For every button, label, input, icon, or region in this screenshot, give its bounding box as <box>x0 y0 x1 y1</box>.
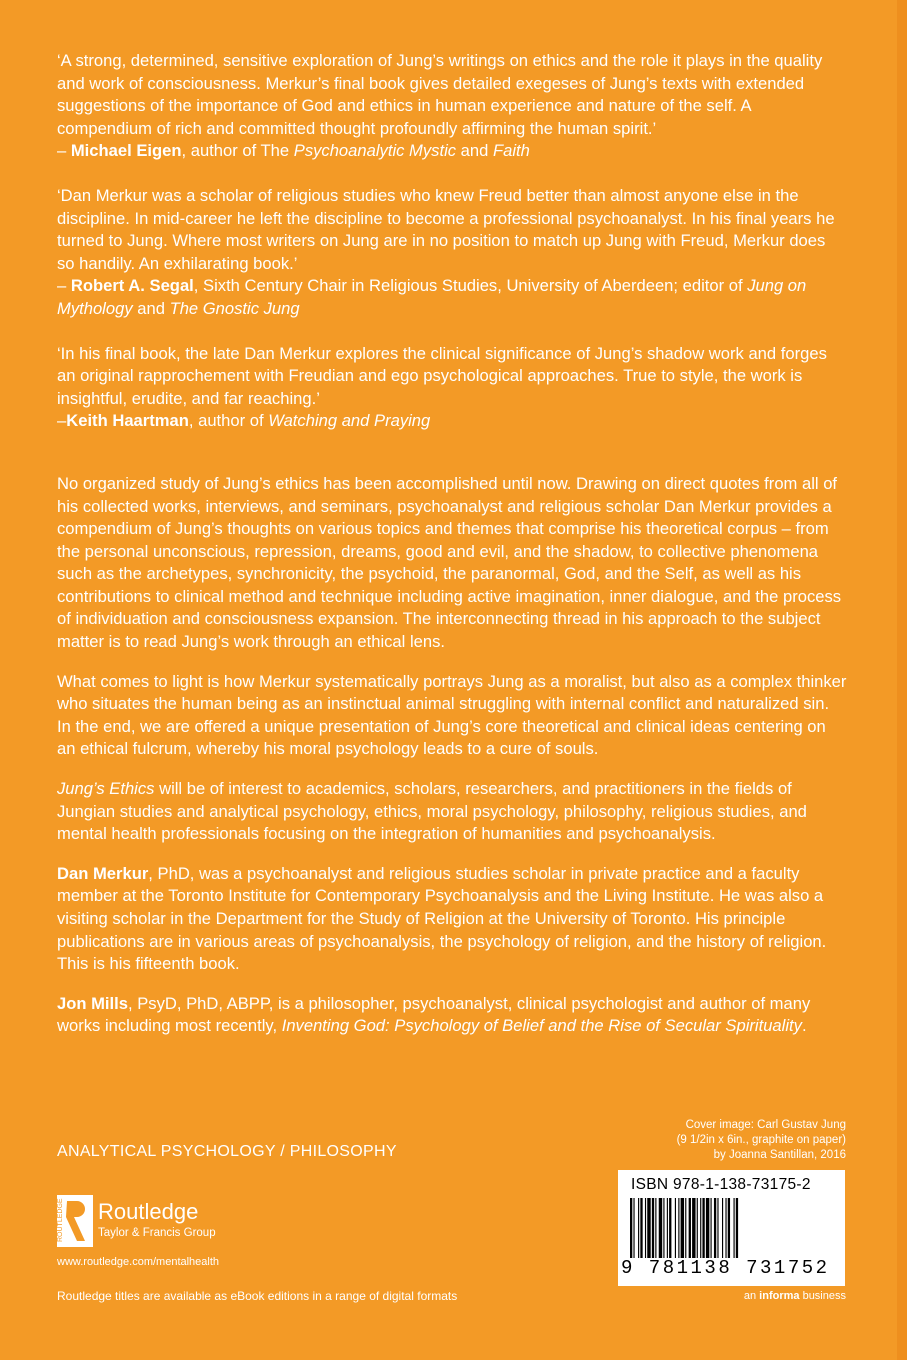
informa-post: business <box>799 1290 846 1302</box>
barcode-bar <box>728 1198 730 1258</box>
endorser-book-title: The Gnostic Jung <box>169 298 300 318</box>
author-bio-1 <box>57 863 847 976</box>
ebook-notice: Routledge titles are available as eBook editions in a range of digital formats <box>57 1289 458 1303</box>
quote-body: ‘A strong, determined, sensitive exploration of Jung’s writings on ethics and the role it plays in the quality and work of consciousness. Merkur’s final book gives detailed exegeses of Jung’s texts with extended suggestions of the importance of God and ethics in human experience and nature of the self. A compendium of rich and committed thought profoundly affirming the human spirit.’ <box>57 51 823 138</box>
publisher-logo-text <box>98 1199 216 1239</box>
logo-vertical-text: ROUTLEDGE <box>57 1198 64 1242</box>
endorser-book-title: Jung on Mythology <box>57 276 807 318</box>
endorser-name: Keith Haartman <box>66 411 189 431</box>
blurb-text: will be of interest to academics, scholars, researchers, and practitioners in the fields of Jungian studies and analytical psychology, ethics, moral psychology, philosophy, religious studies, and mental health professionals focusing on the integration of humanities and psychoanalysis. <box>57 779 807 844</box>
barcode-bar <box>722 1198 723 1258</box>
endorser-name: Robert A. Segal <box>70 276 194 296</box>
author-bio-text: , PhD, was a psychoanalyst and religious studies scholar in private practice and a faculty member at the Toronto Institute for Contemporary Psychoanalysis and the Living Institute. He was also a visiting scholar in the Department for the Study of Religion at the University of Toronto. His principle publications are in various areas of psychoanalysis, the psychology of religion, and the history of religion. This is his fifteenth book. <box>57 863 827 974</box>
barcode-bar <box>681 1198 684 1258</box>
quote-body: ‘In his final book, the late Dan Merkur explores the clinical significance of Jung’s shadow work and forges an original rapprochement with Freudian and ego psychological approaches. True to style, the work is insightful, erudite, and far reaching.’ <box>57 343 827 408</box>
barcode-bar <box>692 1198 695 1258</box>
barcode-digits: 9 781138 731752 <box>621 1257 830 1279</box>
publisher-name: Routledge <box>98 1199 199 1224</box>
barcode-bar <box>702 1198 704 1258</box>
cover-credit-line: by Joanna Santillan, 2016 <box>713 1149 846 1161</box>
barcode-bar <box>638 1198 639 1258</box>
barcode-bar <box>652 1198 654 1258</box>
barcode-bar <box>640 1198 642 1258</box>
barcode-bar <box>689 1198 691 1258</box>
isbn-barcode-box <box>618 1170 845 1286</box>
quote-dash: – <box>57 141 71 161</box>
routledge-logo-icon <box>57 1195 93 1247</box>
author-name: Dan Merkur <box>57 863 149 883</box>
barcode-bar <box>655 1198 656 1258</box>
endorsement-quote-3 <box>57 343 847 433</box>
right-edge-strip <box>897 0 907 1360</box>
book-title: Jung’s Ethics <box>57 779 155 799</box>
informa-tagline <box>744 1290 846 1302</box>
publisher-url: www.routledge.com/mentalhealth <box>57 1256 220 1268</box>
quote-dash: – <box>57 276 71 296</box>
barcode-bar <box>669 1198 671 1258</box>
endorser-attribution: , author of <box>188 411 269 431</box>
author-bio-text: , PsyD, PhD, ABPP, is a philosopher, psychoanalyst, clinical psychologist and author of many works including most recently, <box>57 993 811 1036</box>
blurb-paragraph-3 <box>57 778 847 846</box>
endorsement-quote-1 <box>57 50 847 163</box>
endorser-book-title: Faith <box>492 141 530 161</box>
blurb-paragraph-2: What comes to light is how Merkur systematically portrays Jung as a moralist, but also as a complex thinker who situates the human being as an instinctual animal struggling with internal conflict and naturalized sin. In the end, we are offered a unique presentation of Jung’s core theoretical and clinical ideas centering on an ethical fulcrum, whereby his moral psychology leads to a cure of souls. <box>57 671 847 759</box>
author-book-title: Inventing God: Psychology of Belief and the Rise of Secular Spirituality <box>281 1016 802 1036</box>
barcode-bar <box>663 1198 664 1258</box>
barcode-bar <box>697 1198 698 1258</box>
barcode-bar <box>659 1198 662 1258</box>
barcode-bar <box>711 1198 712 1258</box>
cover-image-credit <box>677 1118 846 1163</box>
barcode-bar <box>734 1198 735 1258</box>
endorser-attribution: , author of The <box>181 141 294 161</box>
informa-pre: an <box>743 1290 760 1302</box>
endorser-name: Michael Eigen <box>70 141 182 161</box>
barcode-bar <box>700 1198 701 1258</box>
endorser-attribution: and <box>456 141 493 161</box>
barcode-bar <box>678 1198 679 1258</box>
quote-dash: – <box>57 411 67 431</box>
publisher-group: Taylor & Francis Group <box>98 1227 216 1239</box>
informa-brand: informa <box>759 1290 800 1302</box>
endorsement-quote-2 <box>57 185 847 321</box>
author-bio-text: . <box>801 1016 807 1036</box>
barcode-bar <box>706 1198 709 1258</box>
barcode-bar <box>685 1198 686 1258</box>
endorser-attribution: , Sixth Century Chair in Religious Studies, University of Aberdeen; editor of <box>193 276 748 296</box>
quote-body: ‘Dan Merkur was a scholar of religious studies who knew Freud better than almost anyone else in the discipline. In mid-career he left the discipline to become a professional psychoanalyst. In his final years he turned to Jung. Where most writers on Jung are in no position to match up Jung with Freud, Merkur does so handily. An exhilarating book.’ <box>57 185 835 273</box>
endorser-attribution: and <box>132 298 170 318</box>
endorser-book-title: Watching and Praying <box>268 411 431 431</box>
barcode-bar <box>736 1198 738 1258</box>
barcode-bar <box>647 1198 650 1258</box>
barcode-icon <box>630 1198 835 1258</box>
blurb-paragraph-1: No organized study of Jung’s ethics has been accomplished until now. Drawing on direct quotes from all of his collected works, interviews, and seminars, psychoanalyst and religious scholar Dan Merkur provides a compendium of Jung’s thoughts on various topics and themes that comprise his theoretical corpus – from the personal unconscious, repression, dreams, good and evil, and the shadow, to collective phenomena such as the archetypes, synchronicity, the psychoid, the paranormal, God, and the Self, as well as his contributions to clinical method and technique including active imagination, inner dialogue, and the process of individuation and consciousness expansion. The interconnecting thread in his approach to the subject matter is to read Jung’s work through an ethical lens. <box>57 473 842 652</box>
isbn-label: ISBN 978-1-138-73175-2 <box>631 1176 811 1193</box>
cover-credit-line: Cover image: Carl Gustav Jung <box>685 1119 846 1131</box>
barcode-bar <box>645 1198 646 1258</box>
cover-credit-line: (9 1/2in x 6in., graphite on paper) <box>676 1134 846 1146</box>
barcode-bar <box>633 1198 634 1258</box>
barcode-bar <box>725 1198 726 1258</box>
author-bio-2 <box>57 993 847 1038</box>
subject-category: ANALYTICAL PSYCHOLOGY / PHILOSOPHY <box>57 1143 397 1160</box>
barcode-bar <box>714 1198 716 1258</box>
barcode-bar <box>667 1198 668 1258</box>
barcode-bar <box>675 1198 676 1258</box>
endorser-book-title: Psychoanalytic Mystic <box>293 141 457 161</box>
back-cover-text <box>57 50 847 1055</box>
author-name: Jon Mills <box>57 993 128 1013</box>
barcode-bar <box>630 1198 632 1258</box>
barcode-bar <box>717 1198 718 1258</box>
